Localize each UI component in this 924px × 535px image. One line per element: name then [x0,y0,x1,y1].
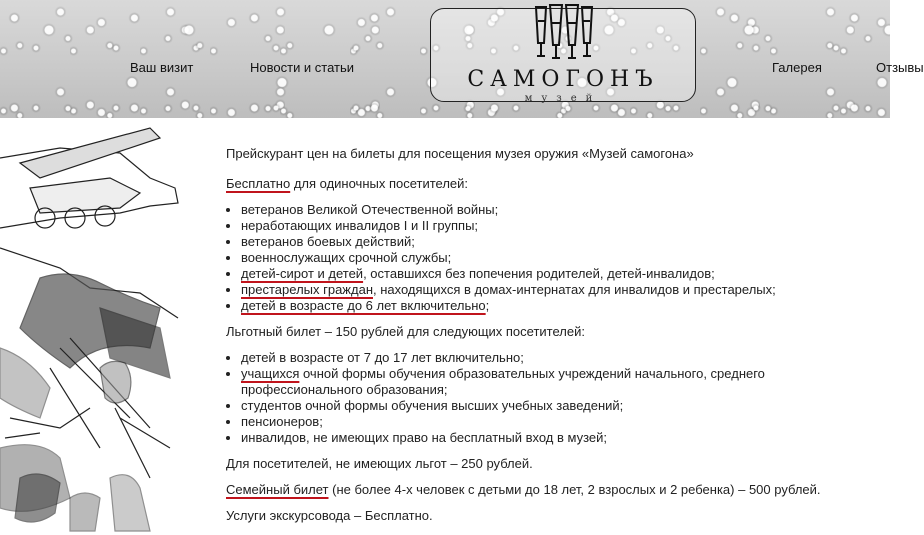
nav-more[interactable]: Отзывы [876,60,924,75]
discount-heading: Льготный билет – 150 рублей для следующих посетителей: [226,324,585,339]
list-item-underlined: учащихся [241,366,300,381]
list-item-underlined: детей-сирот и детей [241,266,364,281]
list-item-rest: , находящихся в домах-интернатах для инвалидов и престарелых; [373,282,776,297]
discount-list [226,350,886,446]
list-item-rest: очной формы обучения образовательных учреждений начального, среднего профессионального образования; [241,366,765,397]
intro-text: Прейскурант цен на билеты для посещения музея оружия «Музей самогона» [226,146,694,161]
free-list [226,202,886,314]
list-item [241,282,886,298]
sketch-illustration [0,118,182,531]
nav-news[interactable]: Новости и статьи [250,60,355,75]
list-item: • военнослужащих срочной службы; [241,250,886,266]
nav-visit[interactable]: Ваш визит [130,60,194,75]
free-heading-rest: для одиночных посетителей: [290,176,469,191]
list-item [241,366,886,398]
family-ticket-rest: (не более 4-х человек с детьми до 18 лет, 2 взрослых и 2 ребенка) – 500 рублей. [328,482,821,497]
guide-service: Услуги экскурсовода – Бесплатно. [226,508,433,523]
list-item: • пенсионеров; [241,414,886,430]
list-item: • инвалидов, не имеющих право на бесплатный вход в музей; [241,430,886,446]
free-heading [226,176,886,192]
logo-name: САМОГОНЪ [467,67,659,92]
list-item-underlined: престарелых граждан [241,282,373,297]
price-list [226,146,886,524]
list-item-rest: , оставшихся без попечения родителей, детей-инвалидов; [363,266,715,281]
list-item-rest: ; [485,298,490,313]
list-item: • студентов очной формы обучения высших учебных заведений; [241,398,886,414]
list-item-underlined: детей в возрасте до 6 лет включительно [241,298,486,313]
regular-price: Для посетителей, не имеющих льгот – 250 рублей. [226,456,533,471]
logo-subtitle: музей [524,93,602,104]
list-item: • детей в возрасте от 7 до 17 лет включительно; [241,350,886,366]
free-heading-underlined: Бесплатно [226,176,291,191]
nav-gallery[interactable]: Галерея [772,60,822,75]
family-ticket [226,482,886,498]
list-item: • ветеранов Великой Отечественной войны; [241,202,886,218]
list-item [241,266,886,282]
list-item: • ветеранов боевых действий; [241,234,886,250]
list-item: • неработающих инвалидов I и II группы; [241,218,886,234]
logo[interactable] [430,8,696,102]
header [0,0,924,118]
glasses-logo-icon [532,3,594,63]
list-item [241,298,886,314]
family-ticket-underlined: Семейный билет [226,482,329,497]
